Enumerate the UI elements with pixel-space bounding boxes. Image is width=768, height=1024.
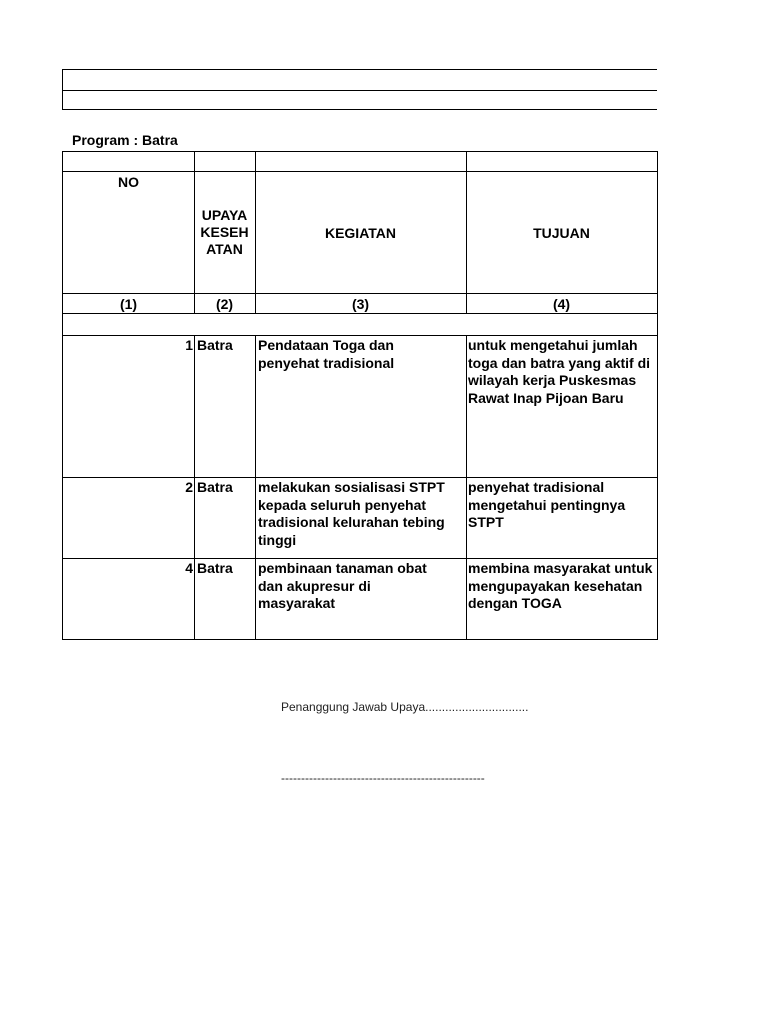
row-number: 2 <box>185 479 193 495</box>
column-number-3: (3) <box>351 296 370 312</box>
header-kegiatan: KEGIATAN <box>324 225 397 241</box>
row-upaya: Batra <box>197 337 233 353</box>
column-number-1: (1) <box>119 296 138 312</box>
row-kegiatan: Pendataan Toga dan penyehat tradisional <box>258 337 395 371</box>
row-tujuan: membina masyarakat untuk mengupayakan kesehatan dengan TOGA <box>468 560 653 611</box>
signature-line: --------------------------------------------------- <box>281 771 485 785</box>
row-number: 4 <box>185 560 193 576</box>
header-upaya-kesehatan: UPAYA KESEH ATAN <box>200 207 249 257</box>
signature-label: Penanggung Jawab Upaya............................... <box>281 700 529 714</box>
column-number-4: (4) <box>552 296 571 312</box>
program-label: Program : Batra <box>72 132 178 148</box>
row-upaya: Batra <box>197 479 233 495</box>
row-tujuan: untuk mengetahui jumlah toga dan batra yang aktif di wilayah kerja Puskesmas Rawat Inap Pijoan Baru <box>468 337 651 406</box>
row-kegiatan: melakukan sosialisasi STPT kepada seluruh penyehat tradisional kelurahan tebing tinggi <box>258 479 445 548</box>
row-kegiatan: pembinaan tanaman obat dan akupresur di masyarakat <box>258 560 427 611</box>
row-number: 1 <box>185 337 193 353</box>
column-number-2: (2) <box>215 296 234 312</box>
row-tujuan: penyehat tradisional mengetahui pentingnya STPT <box>468 479 626 530</box>
header-no: NO <box>118 174 139 190</box>
header-tujuan: TUJUAN <box>533 225 590 241</box>
row-upaya: Batra <box>197 560 233 576</box>
